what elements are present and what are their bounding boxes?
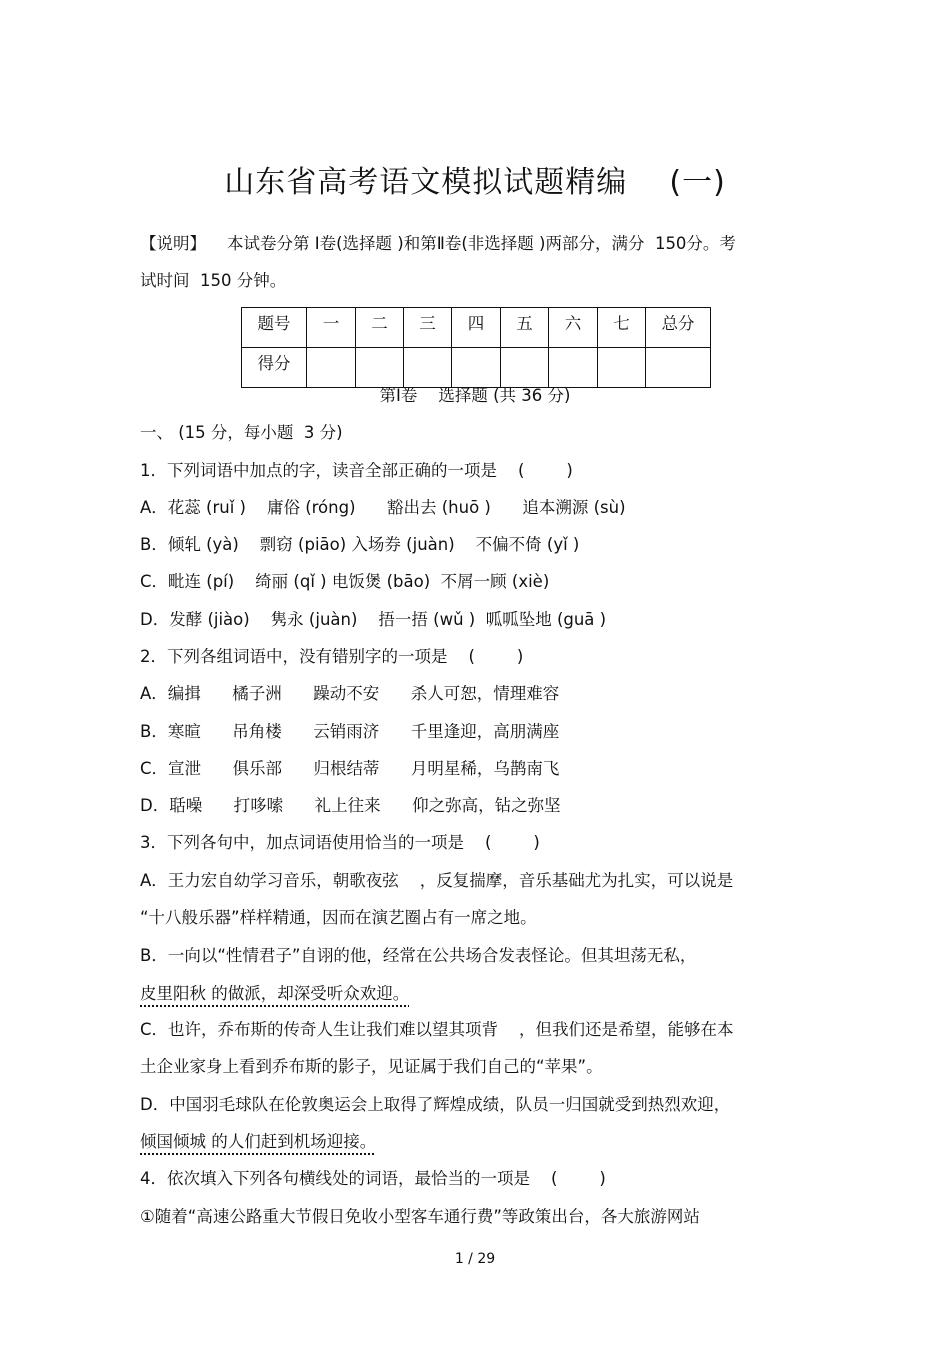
table-cell: 二 [356, 308, 404, 348]
question-3-stem: 3．下列各句中，加点词语使用恰当的一项是 ( ) [140, 833, 540, 852]
question-3-option-b-line-1: B．一向以“性情君子”自诩的他，经常在公共场合发表怪论。但其坦荡无私， [140, 946, 697, 965]
table-cell [307, 348, 356, 388]
question-1-option-b: B．倾轧 (yà) 剽窃 (piāo) 入场券 (juàn) 不偏不倚 (yǐ ) [140, 535, 580, 554]
intro-line-1: 【说明】 本试卷分第 Ⅰ卷(选择题 )和第Ⅱ卷(非选择题 )两部分，满分 150分。考 [140, 234, 736, 253]
table-cell: 一 [307, 308, 356, 348]
question-1-stem: 1．下列词语中加点的字，读音全部正确的一项是 ( ) [140, 461, 573, 480]
question-1-option-c: C．毗连 (pí) 绮丽 (qǐ ) 电饭煲 (bāo) 不屑一顾 (xiè) [140, 572, 550, 591]
table-cell [356, 348, 404, 388]
table-cell: 六 [549, 308, 598, 348]
question-3-option-d-line-2: 倾国倾城 的人们赶到机场迎接。 [140, 1132, 377, 1151]
table-cell [501, 348, 549, 388]
question-2-stem: 2．下列各组词语中，没有错别字的一项是 ( ) [140, 647, 524, 666]
question-1-option-a: A．花蕊 (ruǐ ) 庸俗 (róng) 豁出去 (huō ) 追本溯源 (sù) [140, 498, 626, 517]
table-cell: 得分 [242, 348, 307, 388]
question-3-option-a-line-1: A．王力宏自幼学习音乐，朝歌夜弦 ，反复揣摩，音乐基础尤为扎实，可以说是 [140, 871, 734, 890]
question-4-sentence-1: ①随着“高速公路重大节假日免收小型客车通行费”等政策出台，各大旅游网站 [140, 1207, 700, 1226]
table-cell: 三 [404, 308, 452, 348]
page-title: 山东省高考语文模拟试题精编 (一) [224, 165, 726, 200]
section-title: 第Ⅰ卷 选择题 (共 36 分) [379, 386, 571, 405]
score-table-header-row [242, 308, 711, 348]
table-cell [404, 348, 452, 388]
page-number: 1 / 29 [454, 1251, 496, 1267]
part-heading: 一、 (15 分，每小题 3 分) [140, 423, 343, 442]
table-cell [598, 348, 646, 388]
table-cell [452, 348, 501, 388]
table-cell: 总分 [646, 308, 711, 348]
score-table-score-row [242, 348, 711, 388]
question-2-option-c: C．宣泄 俱乐部 归根结蒂 月明星稀，乌鹊南飞 [140, 759, 560, 778]
question-3-option-a-line-2: “十八般乐器”样样精通，因而在演艺圈占有一席之地。 [140, 908, 537, 927]
intro-line-2: 试时间 150 分钟。 [140, 271, 287, 290]
table-cell: 七 [598, 308, 646, 348]
question-2-option-a: A．编揖 橘子洲 躁动不安 杀人可恕，情理难容 [140, 684, 560, 703]
question-2-option-b: B．寒暄 吊角楼 云销雨济 千里逢迎，高朋满座 [140, 722, 560, 741]
question-3-option-d-line-1: D．中国羽毛球队在伦敦奥运会上取得了辉煌成绩，队员一归国就受到热烈欢迎， [140, 1095, 731, 1114]
question-3-option-c-line-2: 土企业家身上看到乔布斯的影子，见证属于我们自己的“苹果”。 [140, 1057, 603, 1076]
table-cell [549, 348, 598, 388]
score-table [241, 307, 711, 388]
question-1-option-d: D．发酵 (jiào) 隽永 (juàn) 捂一捂 (wǔ ) 呱呱坠地 (guā ) [140, 610, 607, 629]
question-4-stem: 4．依次填入下列各句横线处的词语，最恰当的一项是 ( ) [140, 1169, 606, 1188]
table-cell: 五 [501, 308, 549, 348]
question-3-option-c-line-1: C．也许，乔布斯的传奇人生让我们难以望其项背 ，但我们还是希望，能够在本 [140, 1020, 734, 1039]
table-cell: 四 [452, 308, 501, 348]
question-2-option-d: D．聒噪 打哆嗦 礼上往来 仰之弥高，钻之弥坚 [140, 796, 561, 815]
question-3-option-b-line-2: 皮里阳秋 的做派，却深受听众欢迎。 [140, 984, 410, 1003]
table-cell [646, 348, 711, 388]
table-cell: 题号 [242, 308, 307, 348]
